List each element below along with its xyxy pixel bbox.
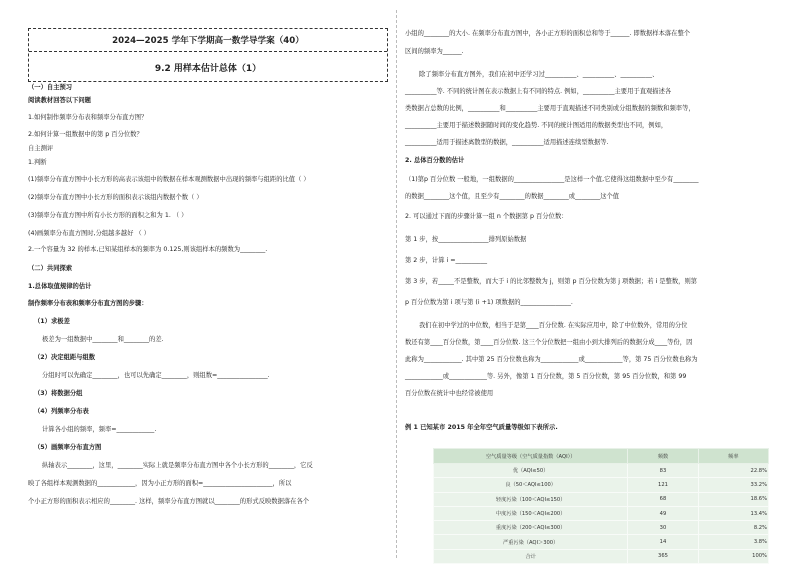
cell-level: 重度污染（200＜AQI≤300） <box>434 521 628 535</box>
cell-level: 合计 <box>434 549 628 563</box>
right-text-line: ____________或____________等. 另外，像第 1 百分位数，第 5 百分位数，第 95 百分位数，和第 99 <box>405 373 687 380</box>
right-text-line: 第 2 步，计算 i =__________ <box>405 257 488 264</box>
left-text-line: （3）将数据分组 <box>34 390 83 397</box>
cell-frequency: 33.2% <box>698 478 768 492</box>
cell-frequency: 100% <box>698 549 768 563</box>
cell-level: 轻度污染（100＜AQI≤150） <box>434 492 628 506</box>
left-text-line: (2)频率分布直方图中小长方形的面积表示该组内数据个数（ ） <box>28 194 203 201</box>
aqi-table-wrap <box>433 448 769 564</box>
right-text-line: __________等. 不同的统计图在表示数据上有不同的特点. 例如，__________主要用于直观描述各 <box>405 88 672 95</box>
cell-count: 365 <box>628 549 698 563</box>
left-text-line: 制作频率分布表和频率分布直方图的步骤： <box>28 300 148 307</box>
left-text-line: 2.如何计算一组数据中的第 p 百分位数？ <box>28 131 143 138</box>
left-text-line: 2.一个容量为 32 的样本,已知某组样本的频率为 0.125,则该组样本的频数为________. <box>28 246 268 253</box>
left-column <box>28 28 388 556</box>
cell-level: 良（50＜AQI≤100） <box>434 478 628 492</box>
left-text-line: （1）求极差 <box>34 318 70 325</box>
right-text-line: 类数据占总数的比例，__________和__________主要用于直观描述不同类别或分组数据的频数和频率等， <box>405 105 695 112</box>
table-body <box>434 464 769 564</box>
cell-count: 30 <box>628 521 698 535</box>
left-text-line: 分组时可以先确定________，也可以先确定________，则组数=________________. <box>42 372 270 379</box>
right-text-line: 我们在初中学过的中位数，相当于是第____百分位数. 在实际应用中，除了中位数外，常用的分位 <box>419 322 688 329</box>
table-row <box>434 521 769 535</box>
header-level: 空气质量等级（空气质量指数（AQI）） <box>434 449 628 464</box>
right-text-line: 2. 可以通过下面的步骤计算一组 n 个数据第 p 百分位数： <box>405 213 568 220</box>
column-divider <box>396 10 397 558</box>
cell-count: 14 <box>628 535 698 549</box>
left-text-line: 1.总体取值规律的估计 <box>28 283 92 290</box>
cell-count: 68 <box>628 492 698 506</box>
cell-frequency: 13.4% <box>698 506 768 520</box>
left-text-line: 个小正方形的面积表示相应的________. 这样，频率分布直方图就以________的形式反映数据落在各个 <box>28 498 310 505</box>
right-text-line: 除了频率分布直方图外，我们在初中还学习过__________、__________、__________、 <box>419 71 659 78</box>
left-text-line: （一）自主预习 <box>28 84 73 91</box>
left-text-line: （4）列频率分布表 <box>34 408 89 415</box>
right-column <box>405 16 777 560</box>
left-text-line: 极差为一组数据中________和________的差. <box>42 336 164 343</box>
left-text-line: （二）共同探索 <box>28 265 73 272</box>
page-subtitle: 9.2 用样本估计总体（1） <box>154 64 262 74</box>
page-title: 2024—2025 学年下学期高一数学导学案（40） <box>112 36 304 46</box>
table-row <box>434 535 769 549</box>
cell-frequency: 22.8% <box>698 464 768 478</box>
left-text-line: （5）画频率分布直方图 <box>34 444 102 451</box>
table-row <box>434 492 769 506</box>
right-text-line: 数还有第____百分位数，第____百分位数. 这三个分位数把一组由小到大排列后的数据分成____等份，因 <box>405 339 693 346</box>
header-count: 频数 <box>628 449 698 464</box>
right-text-line: 百分位数在统计中也经常被使用 <box>405 390 494 397</box>
right-text-line: 区间的频率为______. <box>405 48 464 55</box>
left-text-line: 计算各小组的频率，频率=____________. <box>42 426 157 433</box>
left-text-line: （2）决定组距与组数 <box>34 354 96 361</box>
left-text-line: (1)频率分布直方图中小长方形的高表示该组中的数据在样本观测数据中出现的频率与组距的比值（ ） <box>28 176 310 183</box>
aqi-table <box>433 448 769 564</box>
left-text-line: (3)频率分布直方图中所有小长方形的面积之和为 1. （ ） <box>28 212 188 219</box>
left-text-line: 阅读教材回答以下问题 <box>28 97 91 104</box>
cell-level: 严重污染（AQI＞300） <box>434 535 628 549</box>
right-text-line: __________适用于描述离散型的数据，__________适用描述连续型数据等. <box>405 139 609 146</box>
right-text-line: 第 1 步，按________________排列原始数据 <box>405 236 527 243</box>
cell-count: 121 <box>628 478 698 492</box>
table-row <box>434 478 769 492</box>
table-row <box>434 464 769 478</box>
cell-count: 83 <box>628 464 698 478</box>
title-box <box>28 28 388 82</box>
left-text-line: 自主测评 <box>28 145 54 152</box>
right-text-line: 2. 总体百分数的估计 <box>405 157 465 164</box>
left-text-line: 1.判断 <box>28 159 47 166</box>
right-text-line: p 百分位数为第 i 项与第 (i +1) 项数据的________________. <box>405 299 573 306</box>
left-text-line: 1.如何制作频率分布表和频率分布直方图？ <box>28 114 148 121</box>
right-text-line: 的数据________这个值，且至少有________的数据________或________这个值 <box>405 193 620 200</box>
right-text-line: 小组的________的大小. 在频率分布直方图中，各小正方形的面积总和等于______. 即数据样本落在整个 <box>405 30 691 37</box>
title-divider <box>29 51 387 52</box>
cell-level: 中度污染（150＜AQI≤200） <box>434 506 628 520</box>
left-text-line: 纵轴表示________，这里，________实际上就是频率分布直方图中各个小长方形的________，它反 <box>42 462 313 469</box>
right-text-line: 第 3 步，若_____不是整数，而大于 i 的比邻整数为 j，则第 p 百分位数为第 j 项数据；若 i 是整数，则第 <box>405 278 698 285</box>
cell-frequency: 3.8% <box>698 535 768 549</box>
table-row <box>434 506 769 520</box>
cell-frequency: 8.2% <box>698 521 768 535</box>
table-header-row <box>434 449 769 464</box>
left-text-line: (4)画频率分布直方图时,分组越多越好 （ ） <box>28 230 150 237</box>
cell-frequency: 18.6% <box>698 492 768 506</box>
left-text-line: 映了各组样本观测数据的____________，因为小正方形的面积=______________________，所以 <box>28 480 292 487</box>
cell-level: 优（AQI≤50） <box>434 464 628 478</box>
cell-count: 49 <box>628 506 698 520</box>
header-frequency: 频率 <box>698 449 768 464</box>
table-row <box>434 549 769 563</box>
right-text-line: （1)第p 百分位数 一般地，一组数据的________________是这样一个值,它使得这组数据中至少有________ <box>405 176 699 183</box>
right-text-line: 例 1 已知某市 2015 年全年空气质量等级如下表所示. <box>405 424 558 431</box>
right-text-line: 此称为____________. 其中第 25 百分位数也称为____________或____________等，第 75 百分位数也称为 <box>405 356 698 363</box>
right-text-line: __________主要用于描述数据随时间的变化趋势. 不同的统计图适用的数据类型也不同，例如， <box>405 122 668 129</box>
